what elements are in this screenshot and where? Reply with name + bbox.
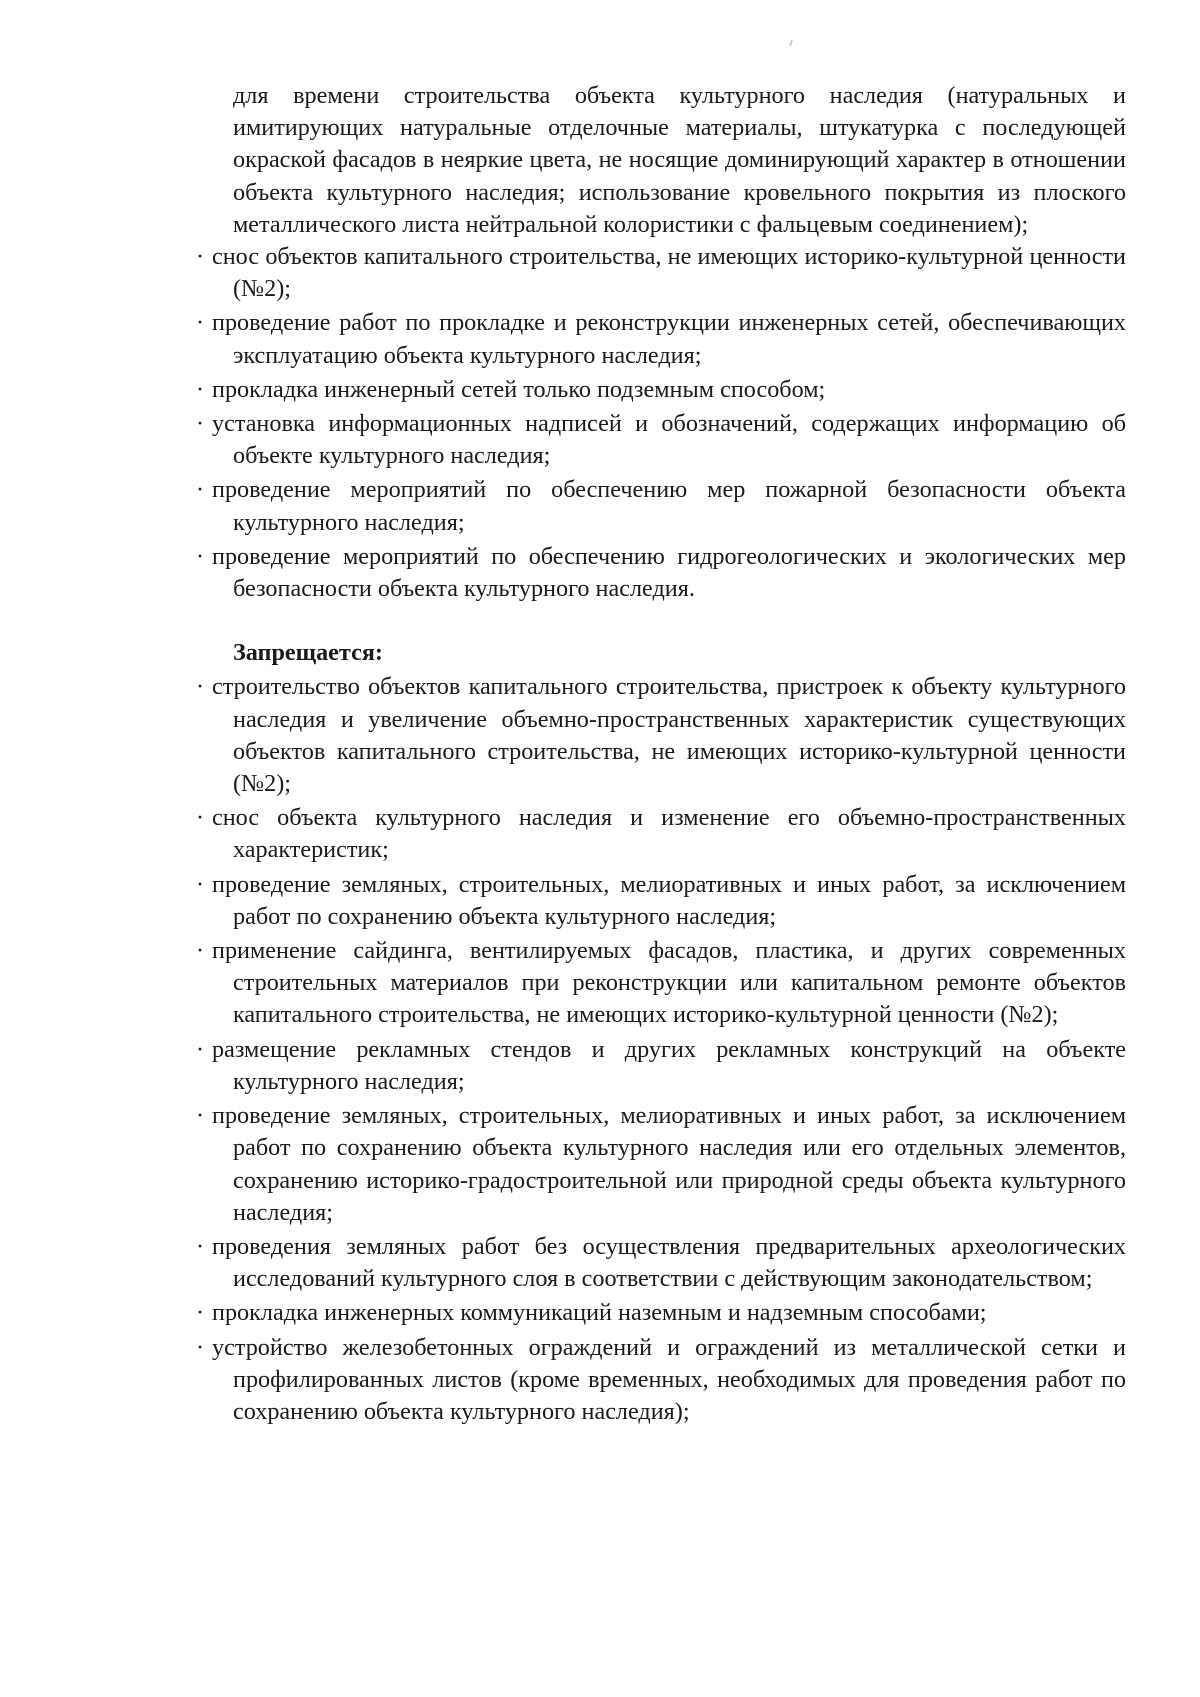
list-item <box>196 935 1126 1032</box>
list-item <box>196 1100 1126 1229</box>
bullet-icon: · <box>196 375 205 403</box>
bullet-icon: · <box>196 1333 205 1361</box>
list-item <box>196 802 1126 866</box>
bullet-icon: · <box>196 476 205 504</box>
bullet-icon: · <box>196 1035 205 1063</box>
bullet-icon: · <box>196 309 205 337</box>
prohibited-heading: Запрещается: <box>233 639 383 667</box>
list-item-text: устройство железобетонных ограждений и ограждений из металлической сетки и профилированных листов (кроме временных, необходимых для проведения работ по сохранению объекта культурного наследия); <box>212 1333 1126 1425</box>
list-item-text: проведения земляных работ без осуществления предварительных археологических исследований культурного слоя в соответствии с действующим законодательством; <box>212 1232 1126 1293</box>
list-item-text: строительство объектов капитального строительства, пристроек к объекту культурного наследия и увеличение объемно-пространственных характеристик существующих объектов капитального строительства, не имеющих историко-культурной ценности (№2); <box>212 673 1126 798</box>
list-item <box>196 869 1126 933</box>
bullet-icon: · <box>196 1232 205 1260</box>
list-item <box>196 671 1126 800</box>
bullet-icon: · <box>196 804 205 832</box>
list-item-text: снос объекта культурного наследия и изменение его объемно-пространственных характеристик; <box>212 804 1126 864</box>
bullet-icon: · <box>196 1299 205 1327</box>
list-item-text: размещение рекламных стендов и других рекламных конструкций на объекте культурного наследия; <box>212 1035 1126 1095</box>
intro-paragraph: для времени строительства объекта культурного наследия (натуральных и имитирующих натуральные отделочные материалы, штукатурка с последующей окраской фасадов в неяркие цвета, не носящие доминирующий характер в отношении объекта культурного наследия; использование кровельного покрытия из плоского металлического листа нейтральной колористики с фальцевым соединением); <box>233 82 1126 238</box>
list-item-text: установка информационных надписей и обозначений, содержащих информацию об объекте культурного наследия; <box>212 410 1126 470</box>
list-item <box>196 1332 1126 1429</box>
prohibited-list <box>196 671 1126 1428</box>
list-item <box>196 474 1126 538</box>
list-item-text: прокладка инженерных коммуникаций наземным и надземным способами; <box>212 1299 987 1327</box>
bullet-icon: · <box>196 1102 205 1130</box>
list-item <box>196 307 1126 371</box>
list-item-text: прокладка инженерный сетей только подземным способом; <box>212 375 826 403</box>
list-item-text: проведение мероприятий по обеспечению гидрогеологических и экологических мер безопасности объекта культурного наследия. <box>212 542 1126 603</box>
list-item-text: снос объектов капитального строительства, не имеющих историко-культурной ценности (№2); <box>212 243 1126 303</box>
list-item <box>196 408 1126 472</box>
list-item-text: проведение земляных, строительных, мелиоративных и иных работ, за исключением работ по сохранению объекта культурного наследия; <box>212 870 1126 930</box>
bullet-icon: · <box>196 937 205 965</box>
list-item <box>196 241 1126 305</box>
list-item-text: проведение мероприятий по обеспечению мер пожарной безопасности объекта культурного наследия; <box>212 476 1126 536</box>
list-item <box>196 374 1126 406</box>
list-item-text: проведение земляных, строительных, мелиоративных и иных работ, за исключением работ по сохранению объекта культурного наследия или его отдельных элементов, сохранению историко-градостроительной или природной среды объекта культурного наследия; <box>212 1102 1126 1226</box>
list-item <box>196 1231 1126 1295</box>
document-body <box>196 80 1126 1430</box>
bullet-icon: · <box>196 673 205 701</box>
bullet-icon: · <box>196 870 205 898</box>
bullet-icon: · <box>196 410 205 438</box>
list-item-text: применение сайдинга, вентилируемых фасадов, пластика, и других современных строительных материалов при реконструкции или капитальном ремонте объектов капитального строительства, не имеющих историко-культурной ценности (№2); <box>212 937 1126 1029</box>
list-item <box>196 541 1126 605</box>
bullet-icon: · <box>196 243 205 271</box>
allowed-list <box>196 241 1126 605</box>
list-item-text: проведение работ по прокладке и реконструкции инженерных сетей, обеспечивающих эксплуатацию объекта культурного наследия; <box>212 309 1126 369</box>
bullet-icon: · <box>196 542 205 570</box>
list-item <box>196 1034 1126 1098</box>
scan-mark <box>789 40 793 46</box>
list-item <box>196 1297 1126 1329</box>
